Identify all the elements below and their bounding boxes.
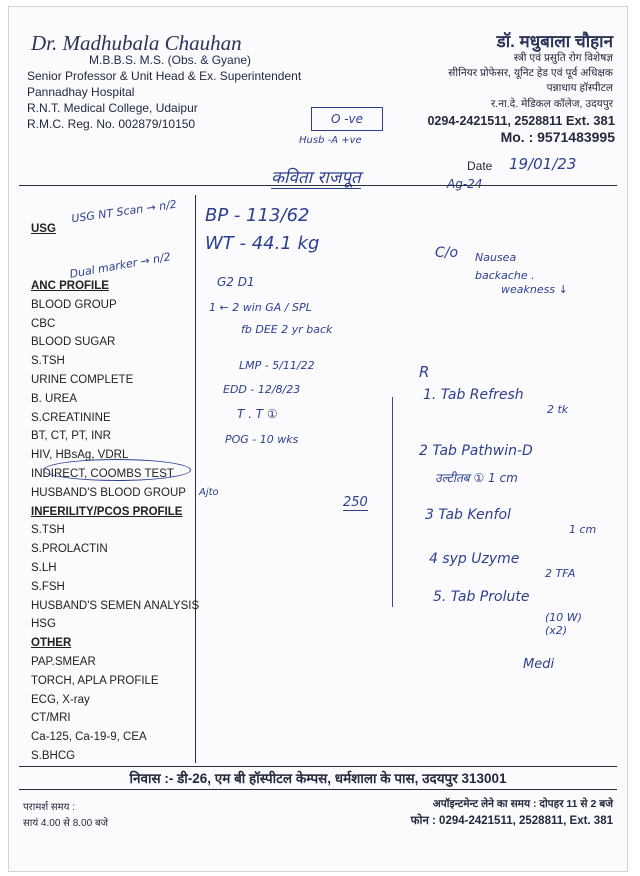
consultation-label: परामर्श समय : bbox=[23, 802, 76, 813]
complaint-co: C/o bbox=[435, 245, 459, 261]
blood-group-note: O -ve bbox=[311, 107, 383, 131]
doctor-degree: M.B.B.S. M.S. (Obs. & Gyane) bbox=[89, 53, 252, 67]
tt-note: T . T ① bbox=[237, 407, 278, 421]
obstetric-history: G2 D1 bbox=[217, 275, 255, 289]
test-item: Ca-125, Ca-19-9, CEA bbox=[31, 731, 147, 744]
consultation-time: सायं 4.00 से 8.00 बजे bbox=[23, 818, 109, 829]
header-rule bbox=[19, 185, 617, 186]
rx-item-4: 4 syp Uzyme bbox=[429, 551, 520, 567]
test-item: HIV, HBsAg, VDRL bbox=[31, 449, 129, 462]
prescription-sheet bbox=[8, 6, 628, 872]
doctor-name-english: Dr. Madhubala Chauhan bbox=[31, 31, 242, 55]
rx-item-2: 2 Tab Pathwin-D bbox=[419, 443, 533, 459]
test-item: TORCH, APLA PROFILE bbox=[31, 674, 159, 687]
history-line: 1 ← 2 win GA / SPL bbox=[209, 301, 312, 314]
test-item: S.FSH bbox=[31, 580, 65, 593]
test-item: HSG bbox=[31, 618, 56, 631]
patient-age: Ag-24 bbox=[447, 177, 483, 191]
test-item: S.PROLACTIN bbox=[31, 543, 108, 556]
usg-label: USG bbox=[31, 223, 56, 235]
rx-item-1-dose: 2 tk bbox=[547, 403, 569, 416]
rx-item-1: 1. Tab Refresh bbox=[423, 387, 524, 403]
rx-item-3: 3 Tab Kenfol bbox=[425, 507, 511, 523]
hindi-college: र.ना.दे. मेडिकल कॉलेज, उदयपुर bbox=[490, 98, 613, 110]
test-item: INDIRECT, COOMBS TEST bbox=[31, 467, 174, 480]
footer-rule-2 bbox=[19, 789, 617, 790]
fee-note: 250 bbox=[343, 495, 368, 510]
test-item: PAP.SMEAR bbox=[31, 655, 96, 668]
rx-symbol: R bbox=[419, 363, 430, 381]
hindi-title: सीनियर प्रोफेसर, यूनिट हेड एवं पूर्व अधिक्षक bbox=[448, 67, 613, 79]
college-line: R.N.T. Medical College, Udaipur bbox=[27, 101, 198, 115]
ditto-mark: Ajto bbox=[199, 487, 219, 498]
phone-line bbox=[427, 113, 615, 128]
dual-marker-note: Dual marker → n/2 bbox=[68, 250, 172, 281]
test-section-heading: OTHER bbox=[31, 637, 72, 650]
test-item: BLOOD GROUP bbox=[31, 298, 117, 311]
test-item: B. UREA bbox=[31, 392, 78, 405]
complaint-nausea: Nausea bbox=[475, 251, 517, 264]
test-list bbox=[31, 277, 200, 766]
pog-note: POG - 10 wks bbox=[225, 433, 299, 446]
lmp-note: LMP - 5/11/22 bbox=[239, 359, 315, 372]
weight-note: WT - 44.1 kg bbox=[205, 233, 320, 254]
rx-item-5-dose: (10 W) (x2) bbox=[545, 611, 582, 637]
column-divider bbox=[195, 195, 196, 763]
test-section-heading: ANC PROFILE bbox=[31, 280, 109, 292]
phone-numbers: 0294-2421511, 2528811 bbox=[427, 114, 563, 128]
test-item: HUSBAND'S SEMEN ANALYSIS bbox=[31, 599, 200, 612]
rx-item-5: 5. Tab Prolute bbox=[433, 589, 530, 605]
test-item: BLOOD SUGAR bbox=[31, 336, 116, 349]
test-item: HUSBAND'S BLOOD GROUP bbox=[31, 486, 186, 499]
edd-note: EDD - 12/8/23 bbox=[223, 383, 301, 396]
rx-item-2-dose: उल्टीतब ① 1 cm bbox=[435, 471, 518, 485]
hindi-specialty: स्त्री एवं प्रसुति रोग विशेषज्ञ bbox=[513, 52, 613, 64]
test-item: CBC bbox=[31, 317, 56, 330]
test-item: S.LH bbox=[31, 561, 57, 574]
rx-item-3-dose: 1 cm bbox=[569, 523, 597, 536]
residence-address: निवास :- डी-26, एम बी हॉस्पीटल केम्पस, धर्मशाला के पास, उदयपुर 313001 bbox=[129, 771, 507, 786]
date-value: 19/01/23 bbox=[509, 155, 577, 173]
test-item: S.TSH bbox=[31, 355, 65, 368]
rx-item-4-dose: 2 TFA bbox=[545, 567, 576, 580]
doctor-name-hindi: डॉ. मधुबाला चौहान bbox=[496, 32, 613, 51]
test-item: ECG, X-ray bbox=[31, 693, 90, 706]
complaint-backache: backache . bbox=[475, 269, 535, 282]
footer-rule bbox=[19, 766, 617, 767]
history-line-2: fb DEE 2 yr back bbox=[241, 323, 333, 336]
rx-margin-line bbox=[392, 397, 393, 607]
rx-end-note: Medi bbox=[523, 657, 555, 672]
test-item: URINE COMPLETE bbox=[31, 373, 134, 386]
phone-ext: Ext. 381 bbox=[565, 113, 615, 128]
husband-group-note: Husb -A +ve bbox=[299, 135, 362, 146]
test-item: S.BHCG bbox=[31, 749, 76, 762]
complaint-weakness: weakness ↓ bbox=[501, 283, 568, 296]
test-item: S.TSH bbox=[31, 524, 65, 537]
test-item: BT, CT, PT, INR bbox=[31, 430, 111, 443]
circled-coombs-mark bbox=[43, 459, 191, 481]
appointment-time: अपॉइन्टमेन्ट लेने का समय : दोपहर 11 से 2 बजे bbox=[432, 798, 613, 810]
date-label: Date bbox=[467, 159, 493, 173]
test-item: S.CREATININE bbox=[31, 411, 111, 424]
bp-note: BP - 113/62 bbox=[205, 205, 310, 226]
hospital-line: Pannadhay Hospital bbox=[27, 85, 135, 99]
test-section-heading: INFERILITY/PCOS PROFILE bbox=[31, 505, 183, 518]
registration-line: R.M.C. Reg. No. 002879/10150 bbox=[27, 117, 196, 131]
hindi-hospital: पन्नाधाय हॉस्पीटल bbox=[546, 82, 613, 94]
patient-name: कविता राजपूत bbox=[271, 165, 361, 189]
mobile-number: Mo. : 9571483995 bbox=[500, 129, 615, 145]
footer-phone: फोन : 0294-2421511, 2528811, Ext. 381 bbox=[410, 815, 613, 827]
usg-note: USG NT Scan → n/2 bbox=[70, 197, 178, 226]
test-item: CT/MRI bbox=[31, 712, 71, 725]
doctor-title-line: Senior Professor & Unit Head & Ex. Superintendent bbox=[27, 69, 302, 83]
